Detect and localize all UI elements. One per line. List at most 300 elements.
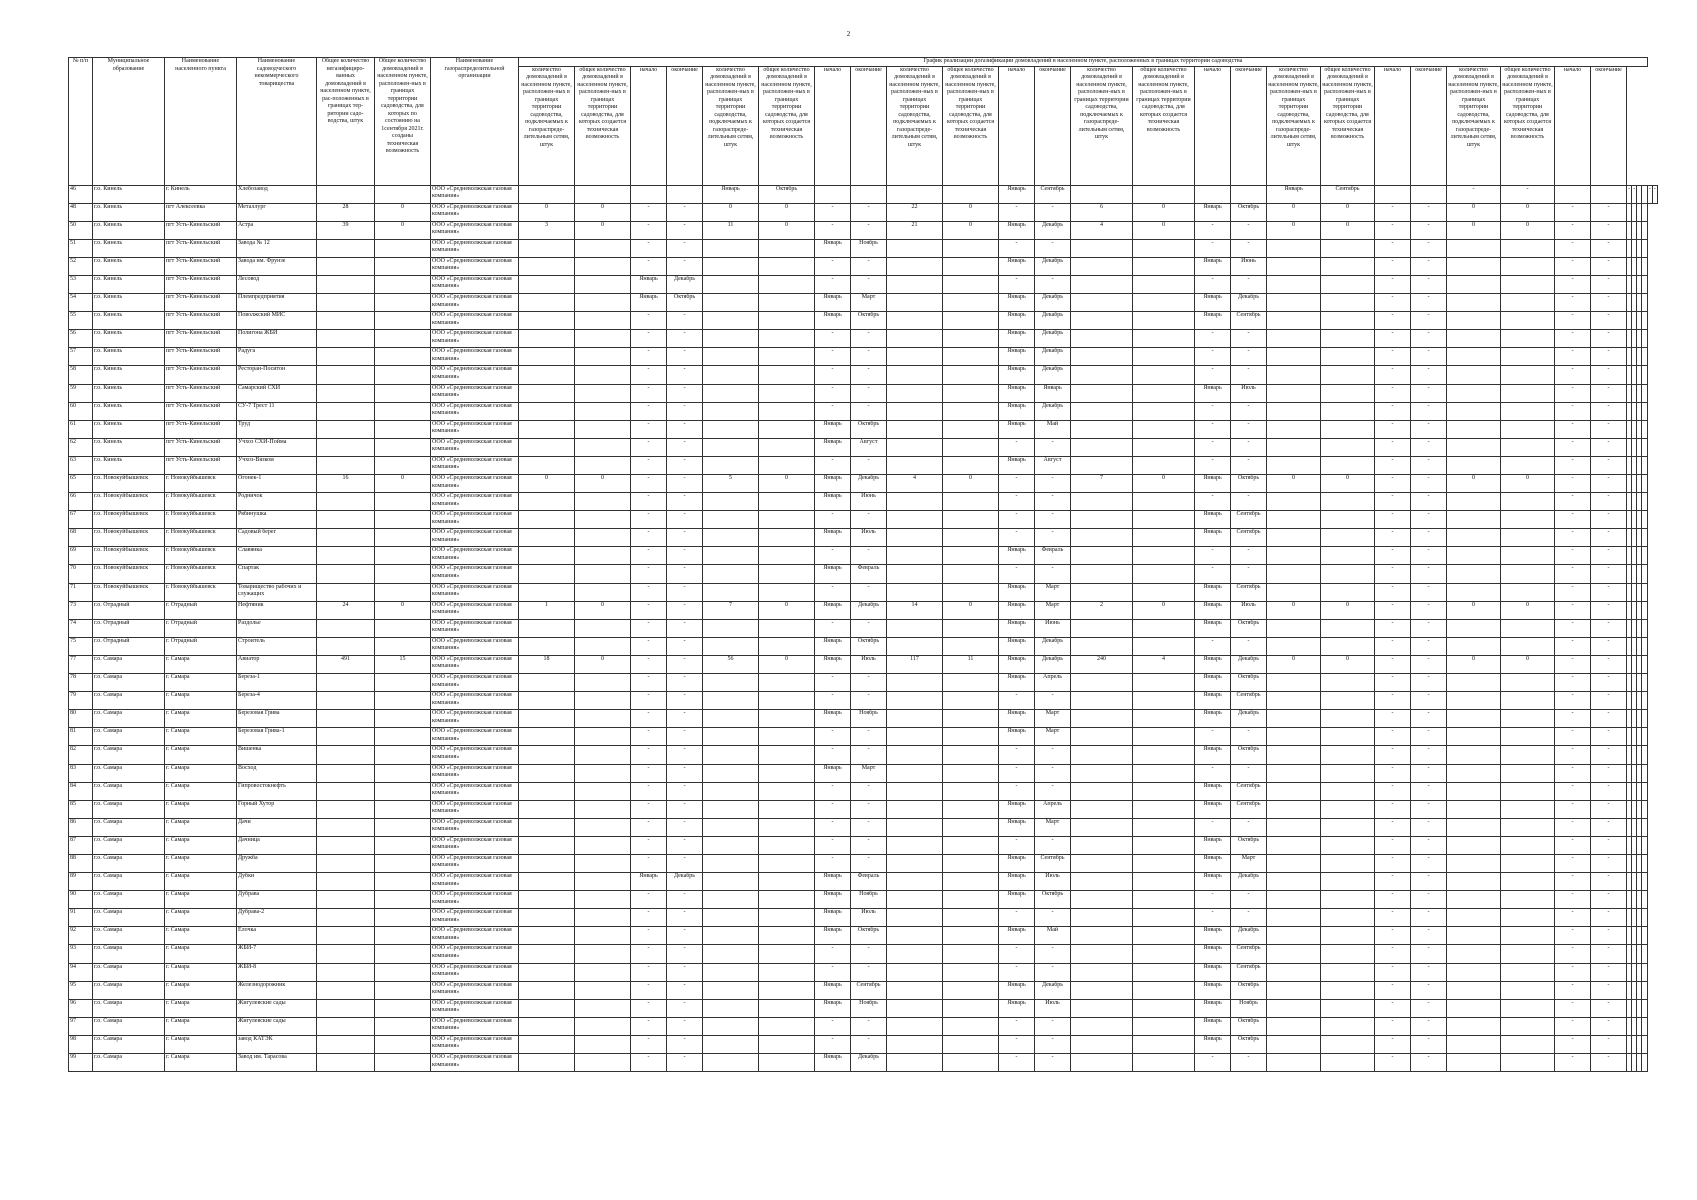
schedule-cell xyxy=(1501,529,1555,547)
schedule-cell xyxy=(519,981,575,999)
schedule-cell: 0 xyxy=(1447,203,1501,221)
subheader-count: количество домовладений в населенном пункте, расположен-ных в границах территории садоводства, подключаемых к газораспреде-лительным сетям, штук xyxy=(519,66,575,185)
schedule-cell xyxy=(1321,511,1375,529)
snt-name-cell: Авиатор xyxy=(237,655,317,673)
schedule-cell xyxy=(1267,800,1321,818)
schedule-cell: - xyxy=(815,348,851,366)
schedule-cell: - xyxy=(851,836,887,854)
org-cell: ООО «Средневолжская газовая компания» xyxy=(431,891,519,909)
schedule-cell xyxy=(1133,185,1195,203)
schedule-cell xyxy=(1133,873,1195,891)
total-gas-cell xyxy=(317,637,375,655)
schedule-cell: Январь xyxy=(815,764,851,782)
schedule-cell: Ноябрь xyxy=(851,710,887,728)
schedule-cell xyxy=(519,257,575,275)
schedule-cell xyxy=(1447,674,1501,692)
schedule-cell: - xyxy=(667,330,703,348)
schedule-cell xyxy=(759,275,815,293)
schedule-cell xyxy=(1267,891,1321,909)
schedule-cell xyxy=(943,674,999,692)
schedule-cell xyxy=(1133,981,1195,999)
schedule-cell xyxy=(1071,800,1133,818)
schedule-cell: Сентябрь xyxy=(1231,529,1267,547)
schedule-cell: - xyxy=(1411,945,1447,963)
row-number: 96 xyxy=(69,999,93,1017)
table-row xyxy=(69,963,1658,981)
org-cell: ООО «Средневолжская газовая компания» xyxy=(431,475,519,493)
schedule-cell: - xyxy=(631,999,667,1017)
schedule-cell xyxy=(1071,637,1133,655)
schedule-cell: 0 xyxy=(1133,203,1195,221)
schedule-cell xyxy=(519,384,575,402)
schedule-cell xyxy=(703,999,759,1017)
schedule-cell: - xyxy=(999,493,1035,511)
municipality-cell: г.о. Самара xyxy=(93,1054,165,1072)
schedule-cell: - xyxy=(1501,185,1555,203)
schedule-cell: - xyxy=(1375,728,1411,746)
schedule-cell xyxy=(703,239,759,257)
locality-cell: г. Самара xyxy=(165,999,237,1017)
schedule-cell: - xyxy=(1035,692,1071,710)
schedule-cell: 0 xyxy=(575,475,631,493)
schedule-cell xyxy=(1321,891,1375,909)
schedule-cell xyxy=(851,185,887,203)
schedule-cell: - xyxy=(667,692,703,710)
schedule-cell xyxy=(519,999,575,1017)
schedule-cell xyxy=(575,438,631,456)
schedule-cell xyxy=(759,257,815,275)
row-number: 65 xyxy=(69,475,93,493)
schedule-cell xyxy=(1071,330,1133,348)
schedule-cell xyxy=(519,402,575,420)
snt-name-cell: Металлург xyxy=(237,203,317,221)
schedule-cell xyxy=(887,945,943,963)
municipality-cell: г.о. Отрадный xyxy=(93,637,165,655)
schedule-cell: - xyxy=(631,402,667,420)
schedule-cell: - xyxy=(631,1017,667,1035)
schedule-cell: Январь xyxy=(1195,854,1231,872)
municipality-cell: г.о. Самара xyxy=(93,674,165,692)
row-number: 56 xyxy=(69,330,93,348)
schedule-cell: - xyxy=(851,619,887,637)
schedule-cell xyxy=(1642,402,1647,420)
schedule-cell: - xyxy=(851,728,887,746)
schedule-cell: - xyxy=(851,583,887,601)
total-gas-cell xyxy=(317,764,375,782)
schedule-cell: - xyxy=(999,511,1035,529)
schedule-cell xyxy=(759,927,815,945)
schedule-cell: - xyxy=(1195,348,1231,366)
schedule-cell: - xyxy=(1555,239,1591,257)
schedule-cell xyxy=(759,456,815,474)
locality-cell: г. Новокуйбышевск xyxy=(165,511,237,529)
table-row xyxy=(69,420,1658,438)
schedule-cell xyxy=(815,185,851,203)
municipality-cell: г.о. Самара xyxy=(93,710,165,728)
total-tech-cell xyxy=(375,239,431,257)
row-number: 83 xyxy=(69,764,93,782)
schedule-cell xyxy=(575,529,631,547)
schedule-cell: - xyxy=(1411,601,1447,619)
municipality-cell: г.о. Самара xyxy=(93,692,165,710)
snt-name-cell: Вишенка xyxy=(237,746,317,764)
row-number: 91 xyxy=(69,909,93,927)
schedule-cell xyxy=(887,891,943,909)
schedule-cell: Декабрь xyxy=(1231,655,1267,673)
schedule-cell xyxy=(519,511,575,529)
schedule-cell: - xyxy=(667,999,703,1017)
schedule-cell xyxy=(1133,312,1195,330)
schedule-cell xyxy=(887,366,943,384)
schedule-cell xyxy=(703,854,759,872)
schedule-cell xyxy=(1642,493,1647,511)
org-cell: ООО «Средневолжская газовая компания» xyxy=(431,438,519,456)
total-gas-cell xyxy=(317,1017,375,1035)
schedule-cell: - xyxy=(631,710,667,728)
schedule-cell xyxy=(1071,420,1133,438)
schedule-cell: - xyxy=(667,728,703,746)
org-cell: ООО «Средневолжская газовая компания» xyxy=(431,601,519,619)
locality-cell: г. Кинель xyxy=(165,185,237,203)
schedule-cell xyxy=(1447,294,1501,312)
locality-cell: г. Отрадный xyxy=(165,637,237,655)
schedule-cell: - xyxy=(667,583,703,601)
schedule-cell: - xyxy=(1411,529,1447,547)
schedule-cell: - xyxy=(667,529,703,547)
schedule-cell: - xyxy=(631,945,667,963)
schedule-cell xyxy=(887,999,943,1017)
schedule-cell: - xyxy=(631,493,667,511)
org-cell: ООО «Средневолжская газовая компания» xyxy=(431,1017,519,1035)
schedule-cell: - xyxy=(1035,746,1071,764)
schedule-cell xyxy=(575,1054,631,1072)
schedule-cell: 117 xyxy=(887,655,943,673)
locality-cell: пгт Усть-Кинельский xyxy=(165,402,237,420)
schedule-cell: Январь xyxy=(815,999,851,1017)
schedule-cell xyxy=(1642,275,1647,293)
schedule-cell: - xyxy=(1035,565,1071,583)
schedule-cell xyxy=(1447,710,1501,728)
org-cell: ООО «Средневолжская газовая компания» xyxy=(431,456,519,474)
schedule-cell: - xyxy=(1195,728,1231,746)
schedule-cell xyxy=(1642,692,1647,710)
schedule-cell xyxy=(1501,692,1555,710)
locality-cell: г. Самара xyxy=(165,728,237,746)
locality-cell: г. Новокуйбышевск xyxy=(165,493,237,511)
locality-cell: г. Самара xyxy=(165,746,237,764)
schedule-cell: - xyxy=(1591,275,1627,293)
schedule-cell xyxy=(1321,402,1375,420)
schedule-cell: Июнь xyxy=(1231,257,1267,275)
schedule-cell xyxy=(575,891,631,909)
schedule-cell xyxy=(1447,692,1501,710)
schedule-cell xyxy=(887,420,943,438)
schedule-cell: - xyxy=(667,257,703,275)
total-gas-cell xyxy=(317,945,375,963)
schedule-cell xyxy=(1321,547,1375,565)
total-gas-cell xyxy=(317,999,375,1017)
schedule-cell: - xyxy=(1195,402,1231,420)
total-tech-cell xyxy=(375,782,431,800)
schedule-cell xyxy=(759,746,815,764)
schedule-cell: 4 xyxy=(1071,221,1133,239)
schedule-cell: - xyxy=(1195,637,1231,655)
schedule-cell: 240 xyxy=(1071,655,1133,673)
org-cell: ООО «Средневолжская газовая компания» xyxy=(431,692,519,710)
schedule-cell: - xyxy=(1555,999,1591,1017)
schedule-cell xyxy=(703,891,759,909)
schedule-cell xyxy=(519,854,575,872)
schedule-cell: Май xyxy=(1035,420,1071,438)
table-row xyxy=(69,221,1658,239)
schedule-cell: 0 xyxy=(575,601,631,619)
schedule-cell: - xyxy=(1195,891,1231,909)
schedule-cell xyxy=(703,746,759,764)
schedule-cell xyxy=(1321,909,1375,927)
schedule-cell xyxy=(1071,312,1133,330)
row-number: 94 xyxy=(69,963,93,981)
schedule-cell: - xyxy=(1375,511,1411,529)
row-number: 57 xyxy=(69,348,93,366)
row-number: 60 xyxy=(69,402,93,420)
schedule-cell: - xyxy=(851,746,887,764)
total-tech-cell xyxy=(375,493,431,511)
schedule-cell: 0 xyxy=(759,221,815,239)
schedule-cell: - xyxy=(1035,945,1071,963)
total-gas-cell xyxy=(317,438,375,456)
table-row xyxy=(69,475,1658,493)
schedule-cell xyxy=(1321,1035,1375,1053)
schedule-cell: Январь xyxy=(999,655,1035,673)
schedule-cell: Октябрь xyxy=(851,927,887,945)
schedule-cell: Декабрь xyxy=(1035,402,1071,420)
schedule-cell xyxy=(1642,601,1647,619)
schedule-cell xyxy=(1071,746,1133,764)
schedule-cell: - xyxy=(1411,1017,1447,1035)
schedule-cell: - xyxy=(1231,764,1267,782)
schedule-cell: - xyxy=(1375,800,1411,818)
schedule-cell: - xyxy=(815,330,851,348)
total-gas-cell xyxy=(317,420,375,438)
schedule-cell: - xyxy=(1375,981,1411,999)
schedule-cell: 0 xyxy=(759,655,815,673)
schedule-cell xyxy=(575,728,631,746)
schedule-cell: 14 xyxy=(887,601,943,619)
table-row xyxy=(69,909,1658,927)
municipality-cell: г.о. Новокуйбышевск xyxy=(93,583,165,601)
schedule-cell: - xyxy=(815,275,851,293)
schedule-cell: - xyxy=(1555,601,1591,619)
org-cell: ООО «Средневолжская газовая компания» xyxy=(431,511,519,529)
schedule-cell: - xyxy=(1375,312,1411,330)
schedule-cell: Январь xyxy=(999,420,1035,438)
schedule-cell: 0 xyxy=(1133,601,1195,619)
schedule-cell: Октябрь xyxy=(1231,981,1267,999)
row-number: 48 xyxy=(69,203,93,221)
schedule-cell: Январь xyxy=(631,873,667,891)
schedule-cell: - xyxy=(999,275,1035,293)
schedule-cell: - xyxy=(815,1017,851,1035)
schedule-cell: Март xyxy=(851,294,887,312)
schedule-cell: - xyxy=(631,438,667,456)
schedule-cell: - xyxy=(1591,909,1627,927)
schedule-cell: - xyxy=(1555,203,1591,221)
schedule-cell: - xyxy=(631,203,667,221)
schedule-cell xyxy=(519,330,575,348)
schedule-cell xyxy=(631,185,667,203)
schedule-cell xyxy=(519,818,575,836)
schedule-cell xyxy=(1501,963,1555,981)
schedule-cell: Ноябрь xyxy=(1231,999,1267,1017)
schedule-cell xyxy=(1501,511,1555,529)
schedule-cell: - xyxy=(1555,854,1591,872)
row-number: 81 xyxy=(69,728,93,746)
schedule-cell: - xyxy=(1555,438,1591,456)
schedule-cell: - xyxy=(1411,800,1447,818)
schedule-cell xyxy=(943,547,999,565)
schedule-cell: - xyxy=(1411,873,1447,891)
schedule-cell: Март xyxy=(851,764,887,782)
schedule-cell xyxy=(943,529,999,547)
schedule-cell xyxy=(887,1054,943,1072)
row-number: 82 xyxy=(69,746,93,764)
schedule-cell xyxy=(519,547,575,565)
total-gas-cell: 28 xyxy=(317,203,375,221)
schedule-cell: - xyxy=(1375,493,1411,511)
schedule-cell: Декабрь xyxy=(1035,348,1071,366)
schedule-cell: - xyxy=(815,800,851,818)
schedule-cell xyxy=(1321,275,1375,293)
total-tech-cell xyxy=(375,981,431,999)
total-tech-cell xyxy=(375,583,431,601)
municipality-cell: г.о. Кинель xyxy=(93,348,165,366)
row-number: 98 xyxy=(69,1035,93,1053)
locality-cell: г. Новокуйбышевск xyxy=(165,529,237,547)
schedule-cell: - xyxy=(1035,1017,1071,1035)
schedule-cell: Апрель xyxy=(1035,674,1071,692)
schedule-cell: - xyxy=(1632,185,1637,203)
locality-cell: пгт Усть-Кинельский xyxy=(165,330,237,348)
schedule-cell: - xyxy=(999,239,1035,257)
schedule-cell: - xyxy=(999,529,1035,547)
schedule-cell: - xyxy=(1591,348,1627,366)
schedule-cell xyxy=(575,420,631,438)
schedule-cell: - xyxy=(1627,185,1632,203)
schedule-cell: - xyxy=(999,963,1035,981)
schedule-cell xyxy=(1267,873,1321,891)
schedule-cell: Январь xyxy=(1035,384,1071,402)
snt-name-cell: Астра xyxy=(237,221,317,239)
schedule-cell: Январь xyxy=(1195,583,1231,601)
snt-name-cell: Восход xyxy=(237,764,317,782)
schedule-cell xyxy=(1501,619,1555,637)
schedule-cell xyxy=(1267,402,1321,420)
schedule-cell: 11 xyxy=(943,655,999,673)
schedule-cell: Декабрь xyxy=(1035,330,1071,348)
total-gas-cell xyxy=(317,275,375,293)
table-row xyxy=(69,239,1658,257)
snt-name-cell: ЖБИ-8 xyxy=(237,963,317,981)
schedule-cell: - xyxy=(1035,475,1071,493)
schedule-cell xyxy=(575,873,631,891)
schedule-cell xyxy=(887,1017,943,1035)
schedule-cell: - xyxy=(1591,963,1627,981)
total-tech-cell xyxy=(375,348,431,366)
schedule-cell xyxy=(1071,565,1133,583)
schedule-cell xyxy=(1267,999,1321,1017)
locality-cell: г. Самара xyxy=(165,1054,237,1072)
schedule-cell: Ноябрь xyxy=(851,891,887,909)
schedule-cell xyxy=(703,366,759,384)
schedule-cell: - xyxy=(1411,366,1447,384)
schedule-cell: - xyxy=(631,366,667,384)
schedule-cell xyxy=(1555,185,1591,203)
schedule-cell: Январь xyxy=(999,818,1035,836)
schedule-cell xyxy=(575,999,631,1017)
schedule-cell xyxy=(1267,1017,1321,1035)
row-number: 62 xyxy=(69,438,93,456)
schedule-cell xyxy=(759,818,815,836)
schedule-cell: 0 xyxy=(943,203,999,221)
org-cell: ООО «Средневолжская газовая компания» xyxy=(431,655,519,673)
schedule-cell xyxy=(1133,438,1195,456)
schedule-cell xyxy=(703,456,759,474)
schedule-cell xyxy=(1447,565,1501,583)
schedule-cell: - xyxy=(1411,999,1447,1017)
schedule-cell xyxy=(1501,493,1555,511)
schedule-cell xyxy=(1501,456,1555,474)
total-tech-cell xyxy=(375,854,431,872)
schedule-cell: Январь xyxy=(1195,655,1231,673)
schedule-cell xyxy=(703,764,759,782)
schedule-cell: - xyxy=(851,1035,887,1053)
schedule-cell: - xyxy=(1411,909,1447,927)
schedule-cell xyxy=(887,782,943,800)
table-row xyxy=(69,927,1658,945)
schedule-cell: Январь xyxy=(1195,981,1231,999)
schedule-cell xyxy=(1642,981,1647,999)
schedule-cell: 0 xyxy=(575,655,631,673)
schedule-cell xyxy=(1321,239,1375,257)
schedule-cell: - xyxy=(851,945,887,963)
schedule-cell: - xyxy=(1231,420,1267,438)
schedule-cell: 0 xyxy=(519,475,575,493)
schedule-cell xyxy=(1501,239,1555,257)
schedule-cell xyxy=(887,547,943,565)
org-cell: ООО «Средневолжская газовая компания» xyxy=(431,547,519,565)
subheader-start: начало xyxy=(815,66,851,185)
schedule-cell: - xyxy=(851,330,887,348)
schedule-cell xyxy=(1133,674,1195,692)
schedule-cell xyxy=(1642,1017,1647,1035)
schedule-cell: Январь xyxy=(1195,511,1231,529)
schedule-cell xyxy=(1321,1017,1375,1035)
schedule-cell: - xyxy=(667,818,703,836)
locality-cell: пгт Усть-Кинельский xyxy=(165,438,237,456)
schedule-cell xyxy=(1321,945,1375,963)
schedule-cell xyxy=(703,420,759,438)
schedule-cell: Январь xyxy=(999,257,1035,275)
schedule-cell: - xyxy=(815,963,851,981)
schedule-cell xyxy=(1071,782,1133,800)
schedule-cell: - xyxy=(1375,782,1411,800)
schedule-cell xyxy=(1447,927,1501,945)
schedule-cell: - xyxy=(667,854,703,872)
schedule-cell: Январь xyxy=(999,348,1035,366)
schedule-cell: 0 xyxy=(1133,475,1195,493)
schedule-cell xyxy=(1133,583,1195,601)
schedule-cell: Январь xyxy=(999,800,1035,818)
